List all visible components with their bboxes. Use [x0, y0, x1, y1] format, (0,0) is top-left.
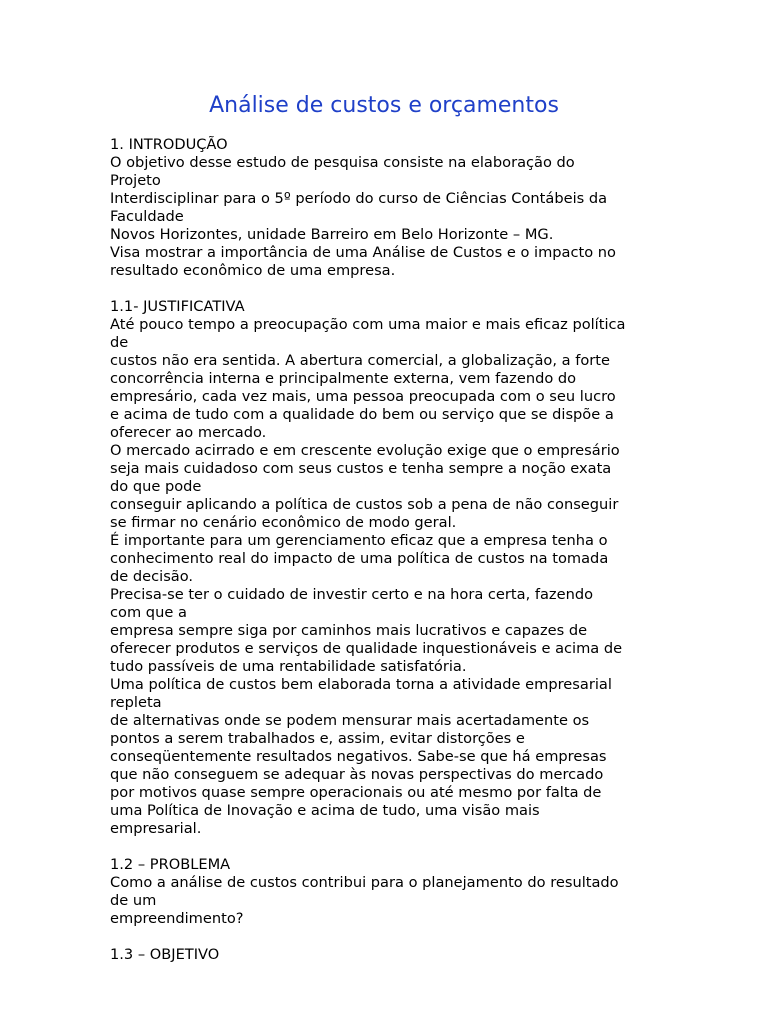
paragraph-line: custos não era sentida. A abertura comercial, a globalização, a forte [110, 352, 610, 369]
section-objetivo [110, 946, 670, 964]
paragraph-line: empresário, cada vez mais, uma pessoa preocupada com o seu lucro [110, 388, 616, 405]
section-heading: 1.2 – PROBLEMA [110, 856, 231, 873]
section-spacer [110, 280, 670, 298]
paragraph-line: de decisão. [110, 568, 194, 585]
section-justificativa [110, 298, 670, 838]
section-spacer [110, 838, 670, 856]
section-heading: 1. INTRODUÇÃO [110, 136, 228, 153]
paragraph-line: do que pode [110, 478, 202, 495]
paragraph-line: Interdisciplinar para o 5º período do curso de Ciências Contábeis da [110, 190, 608, 207]
paragraph-line: Precisa-se ter o cuidado de investir certo e na hora certa, fazendo [110, 586, 594, 603]
paragraph-line: conhecimento real do impacto de uma política de custos na tomada [110, 550, 609, 567]
paragraph-line: Como a análise de custos contribui para o planejamento do resultado [110, 874, 619, 891]
paragraph-line: se firmar no cenário econômico de modo geral. [110, 514, 457, 531]
paragraph-line: concorrência interna e principalmente externa, vem fazendo do [110, 370, 577, 387]
paragraph-line: de [110, 334, 129, 351]
section-introducao [110, 136, 670, 280]
paragraph-line: conseqüentemente resultados negativos. Sabe-se que há empresas [110, 748, 607, 765]
paragraph-line: Novos Horizontes, unidade Barreiro em Belo Horizonte – MG. [110, 226, 554, 243]
paragraph-line: oferecer ao mercado. [110, 424, 267, 441]
paragraph-line: conseguir aplicando a política de custos sob a pena de não conseguir [110, 496, 619, 513]
paragraph-line: uma Política de Inovação e acima de tudo, uma visão mais [110, 802, 540, 819]
paragraph-line: empresarial. [110, 820, 202, 837]
paragraph-line: resultado econômico de uma empresa. [110, 262, 396, 279]
paragraph-line: por motivos quase sempre operacionais ou até mesmo por falta de [110, 784, 602, 801]
paragraph-line: O mercado acirrado e em crescente evolução exige que o empresário [110, 442, 620, 459]
paragraph-line: Até pouco tempo a preocupação com uma maior e mais eficaz política [110, 316, 626, 333]
paragraph-line: tudo passíveis de uma rentabilidade satisfatória. [110, 658, 467, 675]
paragraph-line: Uma política de custos bem elaborada torna a atividade empresarial [110, 676, 612, 693]
paragraph-line: que não conseguem se adequar às novas perspectivas do mercado [110, 766, 604, 783]
paragraph-line: de alternativas onde se podem mensurar mais acertadamente os [110, 712, 590, 729]
paragraph-line: Visa mostrar a importância de uma Análise de Custos e o impacto no [110, 244, 616, 261]
paragraph-line: empreendimento? [110, 910, 244, 927]
paragraph-line: É importante para um gerenciamento eficaz que a empresa tenha o [110, 532, 608, 549]
section-problema [110, 856, 670, 928]
paragraph-line: repleta [110, 694, 162, 711]
paragraph-line: empresa sempre siga por caminhos mais lucrativos e capazes de [110, 622, 588, 639]
paragraph-line: pontos a serem trabalhados e, assim, evitar distorções e [110, 730, 525, 747]
section-heading: 1.1- JUSTIFICATIVA [110, 298, 245, 315]
paragraph-line: oferecer produtos e serviços de qualidade inquestionáveis e acima de [110, 640, 623, 657]
document-title: Análise de custos e orçamentos [209, 93, 559, 118]
paragraph-line: Faculdade [110, 208, 184, 225]
paragraph-line: com que a [110, 604, 187, 621]
paragraph-line: e acima de tudo com a qualidade do bem ou serviço que se dispõe a [110, 406, 614, 423]
paragraph-line: de um [110, 892, 157, 909]
document-body [110, 136, 670, 964]
section-spacer [110, 928, 670, 946]
section-heading: 1.3 – OBJETIVO [110, 946, 220, 963]
paragraph-line: seja mais cuidadoso com seus custos e tenha sempre a noção exata [110, 460, 612, 477]
paragraph-line: O objetivo desse estudo de pesquisa consiste na elaboração do [110, 154, 575, 171]
paragraph-line: Projeto [110, 172, 161, 189]
